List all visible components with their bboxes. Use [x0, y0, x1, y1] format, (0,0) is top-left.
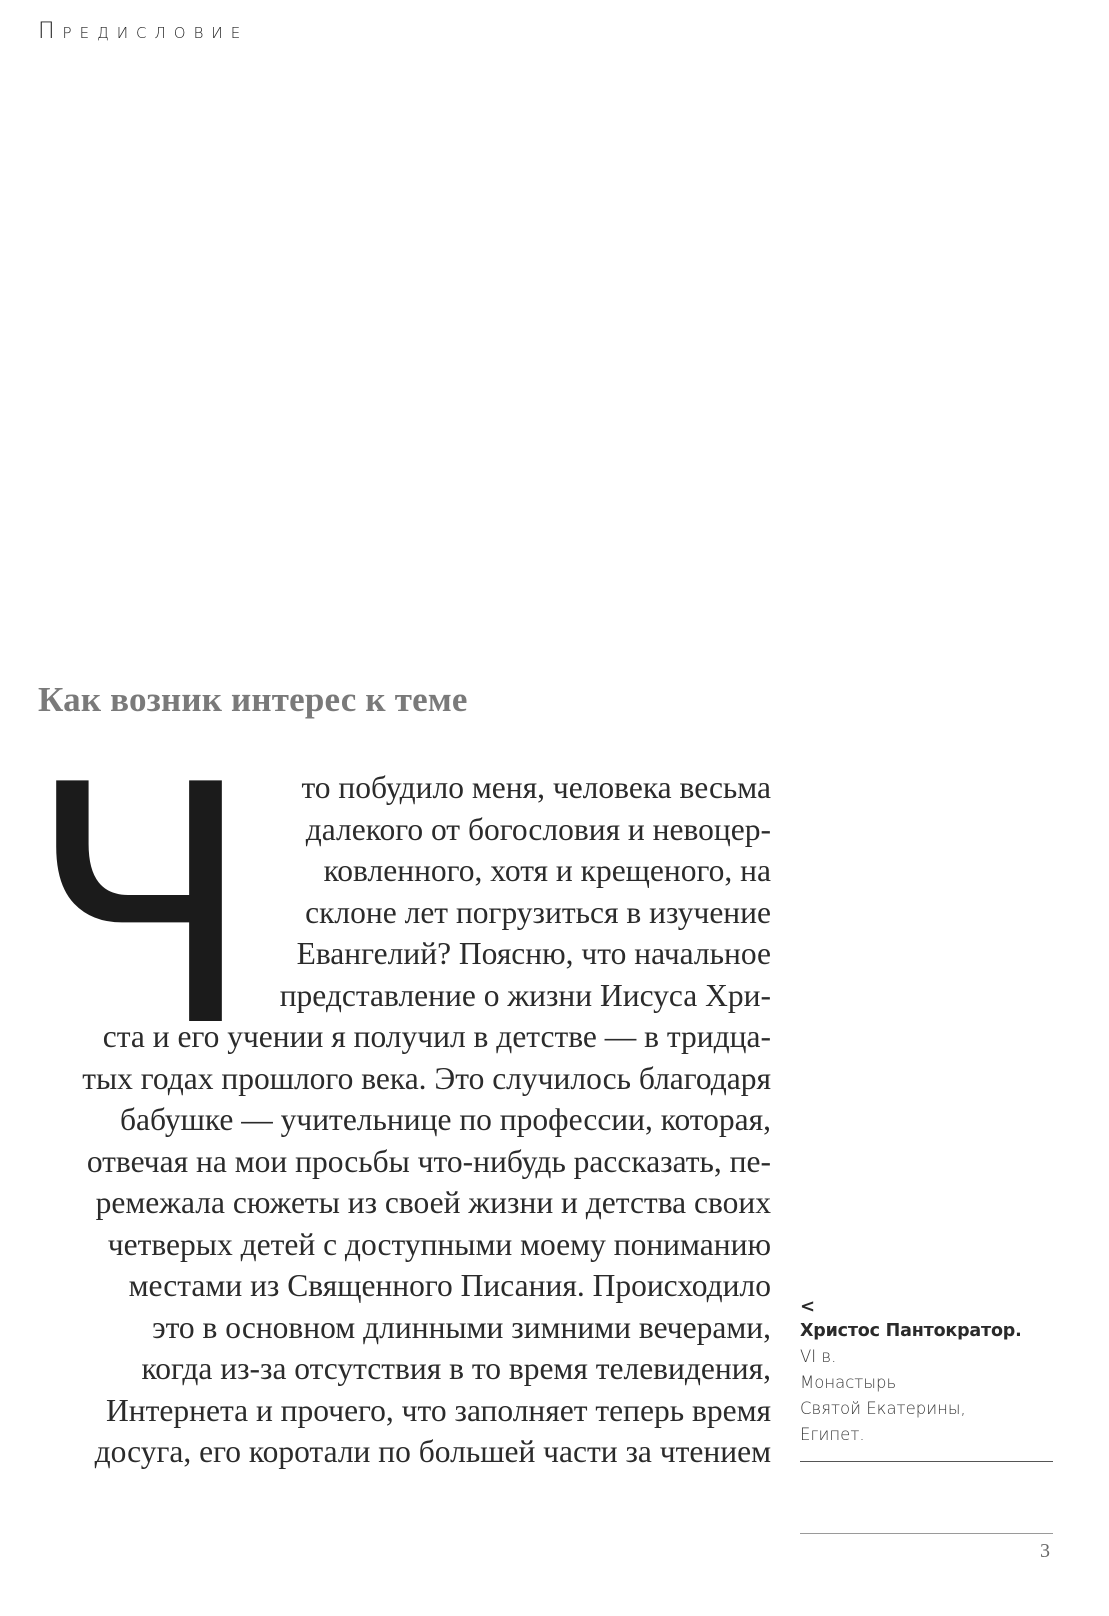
caption-place: Монастырь — [800, 1373, 897, 1392]
drop-cap: Ч — [28, 715, 255, 1099]
body-line: досуга, его коротали по большей части за чтением — [94, 1434, 771, 1469]
caption-arrow-icon: < — [800, 1296, 816, 1317]
caption-place: Египет. — [800, 1425, 865, 1444]
body-line: Интернета и прочего, что заполняет теперь время — [106, 1393, 771, 1428]
body-line: местами из Священного Писания. Происходило — [128, 1268, 771, 1303]
page-number: 3 — [1040, 1540, 1050, 1562]
section-header: Предисловие — [38, 19, 249, 44]
body-line: ковленного, хотя и крещеного, на — [323, 853, 771, 888]
body-line: бабушке — учительнице по профессии, которая, — [120, 1102, 771, 1137]
body-line: далекого от богословия и невоцер- — [305, 812, 771, 847]
footer-divider — [800, 1533, 1053, 1534]
body-line: представление о жизни Иисуса Хри- — [279, 978, 771, 1013]
body-line: то побудило меня, человека весьма — [301, 770, 771, 805]
body-line: Евангелий? Поясню, что начальное — [296, 936, 771, 971]
body-line: тых годах прошлого века. Это случилось благодаря — [82, 1061, 771, 1096]
body-line: отвечая на мои просьбы что-нибудь рассказать, пе- — [86, 1144, 771, 1179]
caption-title: Христос Пантократор. — [800, 1321, 1022, 1341]
body-line: ремежала сюжеты из своей жизни и детства своих — [95, 1185, 771, 1220]
body-line: это в основном длинными зимними вечерами, — [152, 1310, 771, 1345]
chapter-heading: Как возник интерес к теме — [38, 680, 468, 719]
body-line: четверых детей с доступными моему пониманию — [107, 1227, 771, 1262]
image-caption — [800, 1296, 1022, 1448]
caption-place: Святой Екатерины, — [800, 1399, 966, 1418]
body-line: ста и его учении я получил в детстве — в тридца- — [102, 1019, 771, 1054]
caption-divider — [800, 1461, 1053, 1462]
body-line: когда из-за отсутствия в то время телевидения, — [141, 1351, 771, 1386]
body-line: склоне лет погрузиться в изучение — [305, 895, 771, 930]
caption-date: VI в. — [800, 1347, 837, 1366]
